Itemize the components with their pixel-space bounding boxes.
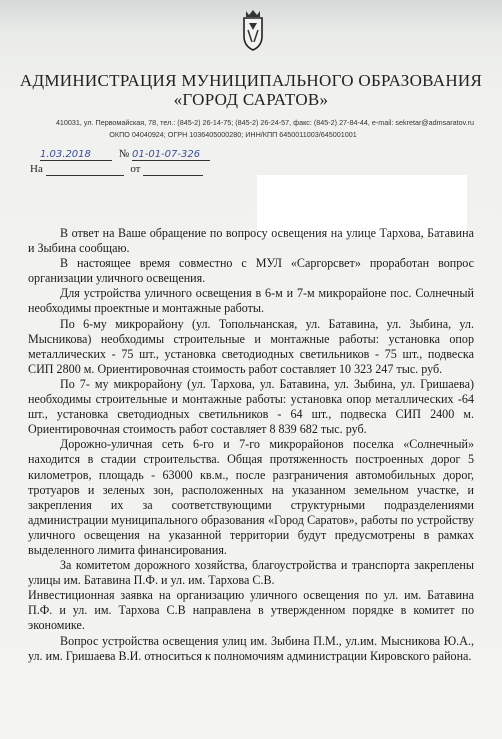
organization-codes: ОКПО 04040924; ОГРН 1036405000280; ИНН/КПП 6450011003/645001001 xyxy=(109,130,357,139)
paragraph: Вопрос устройства освещения улиц им. Зыбина П.М., ул.им. Мысникова Ю.А., ул. им. Гришаева В.И. относиться к полномочиям администрации Кировского района. xyxy=(28,633,474,663)
reference-date-line xyxy=(143,163,203,176)
paragraph: По 7- му микрорайону (ул. Тархова, ул. Батавина, ул. Зыбина, ул. Гришаева) необходимы строительные и монтажные работы: установка опор металлических -64 шт., установка светодиодных светильников - 64 шт., подвеска СИП 2400 м. Ориентировочная стоимость работ составляет 8 839 682 тыс. руб. xyxy=(28,376,474,437)
organization-city: «ГОРОД САРАТОВ» xyxy=(173,90,329,109)
organization-address: 410031, ул. Первомайская, 78, тел.: (845-2) 26-14-75; (845-2) 26-24-57, факс: (845-2) 27-84-44, e-mail: sekretar@admsaratov.ru xyxy=(55,118,475,127)
from-label: от xyxy=(130,163,141,175)
registration-number: 01-01-07-326 xyxy=(132,149,210,161)
registration-date-row xyxy=(40,148,210,161)
paragraph: За комитетом дорожного хозяйства, благоустройства и транспорта закреплены улицы им. Батавина П.Ф. и ул. им. Тархова С.В. xyxy=(28,558,474,588)
letter-body xyxy=(28,226,474,664)
paragraph: По 6-му микрорайону (ул. Топольчанская, ул. Батавина, ул. Зыбина, ул. Мысникова) необходимы строительные и монтажные работы: установка опор металлических - 75 шт., установка светодиодных светильников - 75 шт., подвеска СИП 2800 м. Ориентировочная стоимость работ составляет 10 323 247 тыс. руб. xyxy=(28,316,474,376)
paragraph: Для устройства уличного освещения в 6-м и 7-м микрорайоне пос. Солнечный необходимы проектные и монтажные работы. xyxy=(28,286,474,316)
reference-number-line xyxy=(46,163,124,176)
reference-row xyxy=(30,163,203,176)
paragraph: В настоящее время совместно с МУЛ «Саргорсвет» проработан вопрос организации уличного освещения. xyxy=(28,256,474,286)
paragraph: В ответ на Ваше обращение по вопросу освещения на улице Тархова, Батавина и Зыбина сообщаю. xyxy=(28,226,474,256)
number-label: № xyxy=(118,148,130,160)
saratov-coat-of-arms-icon xyxy=(236,6,270,52)
registration-date: 1.03.2018 xyxy=(40,149,112,161)
organization-name: АДМИНИСТРАЦИЯ МУНИЦИПАЛЬНОГО ОБРАЗОВАНИЯ xyxy=(19,71,483,90)
on-label: На xyxy=(30,163,43,175)
paragraph: Дорожно-уличная сеть 6-го и 7-го микрорайонов поселка «Солнечный» находится в стадии строительства. Общая протяженность построенных дорог 5 километров, площадь - 63000 кв.м., после разграничения автомобильных дорог, тротуаров и зеленых зон, расположенных на указанном земельном участке, и закрепления их за соответствующими структурными подразделениями администрации муниципального образования «Город Саратов», работы по устройству уличного освещения на указанной территории будут предусмотрены в рамках выделенного лимита финансирования. xyxy=(28,437,474,557)
paragraph: Инвестиционная заявка на организацию уличного освещения по ул. им. Батавина П.Ф. и ул. им. Тархова С.В направлена в утвержденном порядке в комитет по экономике. xyxy=(28,588,474,633)
